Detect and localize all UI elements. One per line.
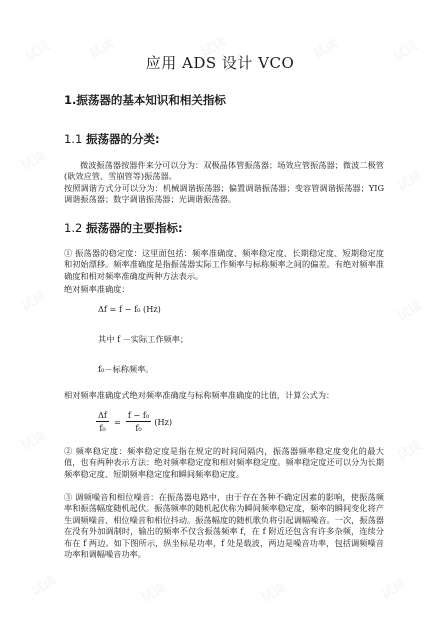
- watermark: 试读: [394, 298, 426, 325]
- paragraph-device-types: 微波振荡器按器件来分可以分为：双极晶体管振荡器；场效应管振荡器；微波二极管(耿效应管、雪崩管等)振荡器。: [64, 160, 384, 182]
- subsection-number: 1.2: [64, 221, 83, 235]
- watermark: 试读: [18, 288, 50, 315]
- subsection-heading-indicators: [64, 220, 183, 236]
- formula-relative-accuracy: [96, 410, 172, 433]
- watermark: 试读: [86, 36, 118, 63]
- watermark: 试读: [378, 576, 410, 603]
- section-heading: 1.振荡器的基本知识和相关指标: [64, 93, 226, 107]
- watermark: 试读: [310, 36, 342, 63]
- document-title: 应用 ADS 设计 VCO: [145, 54, 295, 72]
- paragraph-frequency-stability: ② 频率稳定度：频率稳定度是指在规定的时间间隔内，振荡器频率稳定度变化的最大值，也有两种表示方法：绝对频率稳定度和相对频率稳定度。频率稳定度还可以分为长期频率稳定度、短期频率稳定度和瞬间频率稳定度。: [64, 446, 384, 479]
- watermark: 试读: [22, 38, 54, 65]
- watermark: 试读: [18, 428, 50, 455]
- numerator: Δf: [98, 410, 107, 420]
- denominator: f₀: [99, 423, 106, 433]
- subsection-heading-classification: [64, 131, 160, 147]
- formula-absolute-accuracy: Δf = f − f₀ (Hz): [98, 304, 161, 314]
- denominator: f₀: [135, 423, 142, 433]
- fraction-right: [126, 410, 151, 433]
- watermark: 试读: [390, 38, 422, 65]
- numerator: f − f₀: [127, 410, 150, 420]
- unit: (Hz): [154, 416, 173, 427]
- subsection-label: 振荡器的分类:: [85, 132, 160, 146]
- definition-nominal-frequency: f₀－标称频率。: [98, 364, 154, 374]
- paragraph-noise: ③ 调频噪音和相位噪音：在振荡器电路中，由于存在各种不确定因素的影响，使振荡频率和振荡幅度随机起伏。振荡频率的随机起伏称为瞬间频率稳定度，频率的瞬间变化将产生调频噪音、相位噪音和相位抖动。振荡幅度的随机歌负将引起调幅噪音。一次，振荡器在没有外加调制时，输出的频率不仅含振荡频率 f，在 f 附近还包含有许多杂频，连续分布在 f 两边。如下图所示，纵坐标是功率，f 处是载波，两边是噪音功率，包括调频噪音功率和调幅噪音功率。: [64, 492, 384, 560]
- watermark: 试读: [394, 438, 426, 465]
- watermark: 试读: [394, 168, 426, 195]
- watermark: 试读: [28, 573, 60, 600]
- watermark: 试读: [258, 580, 290, 607]
- relative-accuracy-line: 相对频率准确度式绝对频率准确度与标称频率准确度的比值，计算公式为：: [64, 390, 335, 400]
- equals-sign: =: [113, 416, 121, 427]
- subsection-number: 1.1: [64, 132, 83, 146]
- absolute-accuracy-label: 绝对频率准确度：: [64, 284, 130, 294]
- watermark: 试读: [18, 148, 50, 175]
- watermark: 试读: [198, 34, 230, 61]
- paragraph-stability: ① 振荡器的稳定度：这里面包括：频率准确度、频率稳定度、长期稳定度、短期稳定度和初始漂移。频率准确度是指振荡器实际工作频率与标称频率之间的偏差。有绝对频率准确度和相对频率准确度两种方法表示。: [64, 248, 384, 281]
- definition-actual-frequency: 其中 f －实际工作频率；: [98, 334, 189, 344]
- fraction-left: [96, 410, 109, 433]
- paragraph-tuning-types: 按照调谐方式分可以分为：机械调谐振荡器；偏置调谐振荡器；变容管调谐振荡器；YIG 调谐振荡器；数字调谐振荡器；光调谐振荡器。: [64, 183, 384, 205]
- subsection-label: 振荡器的主要指标:: [85, 221, 183, 235]
- watermark: 试读: [138, 580, 170, 607]
